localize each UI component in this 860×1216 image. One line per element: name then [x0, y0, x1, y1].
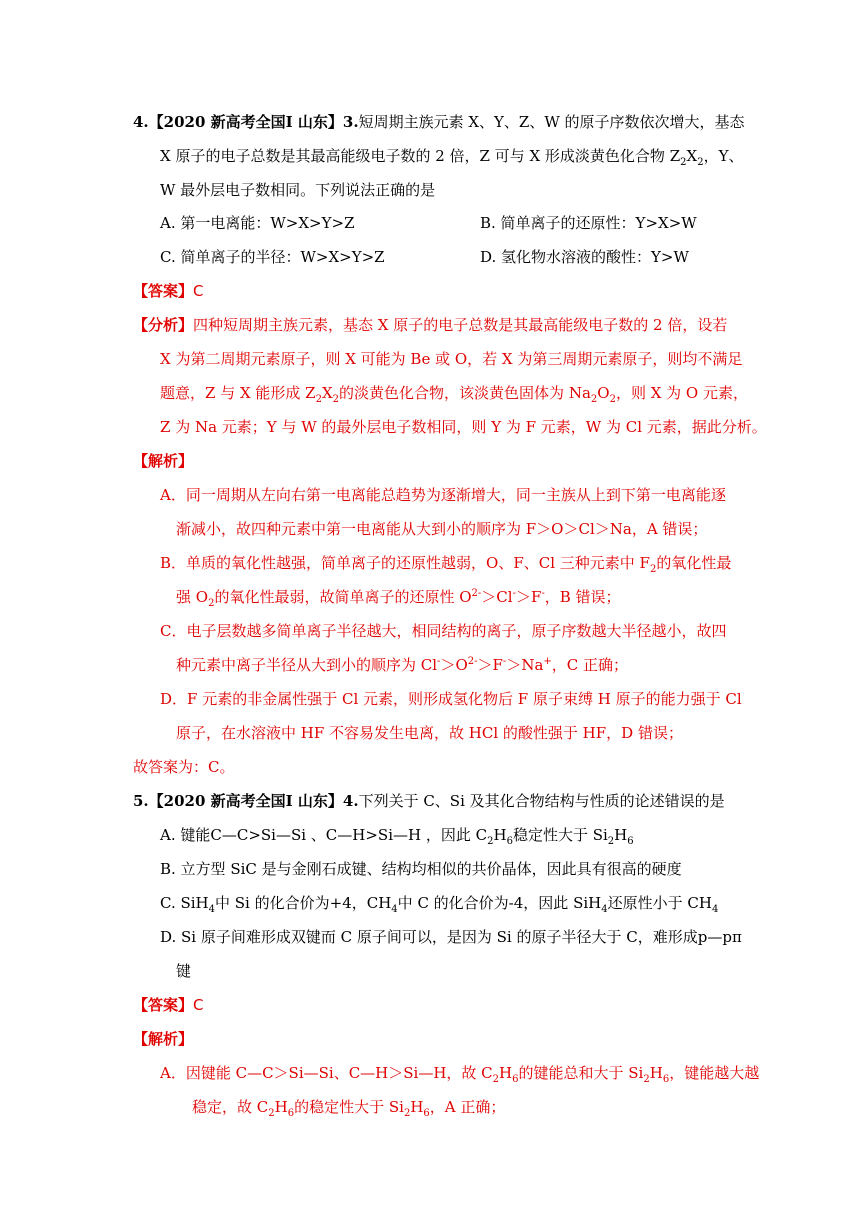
- option-text: H: [493, 826, 507, 844]
- q5-option-d-line-1: D. Si 原子间难形成双键而 C 原子间可以，是因为 Si 的原子半径大于 C，难形成p—pπ: [160, 928, 742, 946]
- q4-explain-d-line-2: 原子，在水溶液中 HF 不容易发生电离，故 HCl 的酸性强于 HF，D 错误；: [176, 724, 683, 742]
- subscript: 2: [332, 394, 340, 405]
- superscript: +: [543, 656, 552, 667]
- q4-explain-c-line-1: C．电子层数越多简单离子半径越大，相同结构的离子，原子序数越大半径越小，故四: [160, 622, 727, 640]
- q4-stem-text-2c: ，Y、: [703, 147, 744, 165]
- subscript: 2: [649, 564, 657, 575]
- subscript: 6: [423, 1108, 430, 1119]
- q5-source-tag: 【2020 新高考全国Ⅰ 山东】: [148, 792, 343, 810]
- analysis-text: 题意，Z 与 X 能形成 Z: [160, 384, 316, 402]
- explain-text: 种元素中离子半径从大到小的顺序为 Cl: [176, 656, 438, 674]
- superscript: -: [437, 656, 441, 667]
- explain-text: ＞Na: [506, 656, 544, 674]
- explain-text: 的键能总和大于 Si: [518, 1064, 644, 1082]
- q4-analysis-line-1: [133, 315, 727, 335]
- q4-explain-b-line-1: [160, 553, 731, 573]
- analysis-text: X: [321, 384, 333, 402]
- explain-text: ，A 正确；: [429, 1098, 506, 1116]
- q5-option-a: [160, 825, 634, 845]
- subscript: 2: [643, 1074, 650, 1085]
- explain-text: ，C 正确；: [551, 656, 629, 674]
- q5-stem-text: 下列关于 C、Si 及其化合物结构与性质的论述错误的是: [358, 792, 725, 810]
- q4-stem-text-2a: X 原子的电子总数是其最高能级电子数的 2 倍，Z 可与 X 形成淡黄色化合物 Z: [160, 147, 681, 165]
- superscript: -: [541, 588, 545, 599]
- q4-number: 4.: [133, 113, 149, 131]
- q4-analysis-line-2: X 为第二周期元素原子，则 X 可能为 Be 或 O，若 X 为第三周期元素原子，则均不满足: [160, 350, 743, 368]
- option-text: H: [614, 826, 628, 844]
- q4-sub-number: 3.: [342, 113, 359, 131]
- q5-explain-a-line-1: [160, 1063, 759, 1083]
- subscript: 4: [711, 904, 719, 915]
- subscript: 6: [287, 1108, 295, 1119]
- q5-stem: [133, 791, 725, 811]
- subscript: 6: [662, 1074, 670, 1085]
- answer-label: 【答案】: [133, 996, 194, 1014]
- q4-explain-c-line-2: [176, 655, 628, 675]
- q4-explain-label: 【解析】: [133, 452, 194, 470]
- option-text: 还原性小于 CH: [607, 894, 712, 912]
- q4-stem-text-2b: X: [686, 147, 698, 165]
- explain-text: ＞F: [477, 656, 503, 674]
- q5-option-d-line-2: 键: [176, 962, 192, 980]
- option-text: 稳定性大于 Si: [512, 826, 608, 844]
- explain-text: H: [410, 1098, 424, 1116]
- explain-text: 的氧化性最: [656, 554, 732, 572]
- q4-stem-line-1: [133, 112, 745, 132]
- answer-label: 【答案】: [133, 282, 194, 300]
- q4-explain-a-line-2: 渐减小，故四种元素中第一电离能从大到小的顺序为 F＞O＞Cl＞Na，A 错误；: [176, 520, 708, 538]
- subscript: 2: [403, 1108, 411, 1119]
- explain-text: ，B 错误；: [544, 588, 621, 606]
- q4-option-d: D. 氢化物水溶液的酸性：Y>W: [480, 248, 689, 266]
- explain-text: ，键能越大越: [669, 1064, 760, 1082]
- q4-explain-b-line-2: [176, 587, 621, 607]
- q5-number: 5.: [133, 792, 149, 810]
- subscript: 2: [492, 1074, 500, 1085]
- q4-stem-text-1: 短周期主族元素 X、Y、Z、W 的原子序数依次增大，基态: [358, 113, 745, 131]
- explain-text: 强 O: [176, 588, 209, 606]
- subscript: 2: [609, 394, 616, 405]
- subscript: 2: [315, 394, 322, 405]
- q4-option-c: C. 简单离子的半径：W>X>Y>Z: [160, 248, 385, 266]
- answer-value: C: [193, 996, 204, 1014]
- explain-text: A．因键能 C—C＞Si—Si、C—H＞Si—H，故 C: [160, 1064, 493, 1082]
- subscript: 2: [590, 394, 598, 405]
- option-text: C. SiH: [160, 894, 209, 912]
- q4-source-tag: 【2020 新高考全国Ⅰ 山东】: [148, 113, 343, 131]
- explain-text: H: [499, 1064, 513, 1082]
- explain-text: ＞O: [440, 656, 468, 674]
- subscript: 2: [607, 836, 615, 847]
- subscript: 2: [697, 157, 704, 168]
- analysis-label: 【分析】: [133, 316, 194, 334]
- explain-text: 的稳定性大于 Si: [294, 1098, 404, 1116]
- explain-text: H: [274, 1098, 288, 1116]
- explain-text: H: [649, 1064, 663, 1082]
- q4-option-b: B. 简单离子的还原性：Y>X>W: [480, 214, 697, 232]
- q4-option-a: A. 第一电离能：W>X>Y>Z: [160, 214, 355, 232]
- q4-conclusion: 故答案为：C。: [133, 758, 235, 776]
- q5-option-c: [160, 893, 718, 913]
- subscript: 6: [506, 836, 513, 847]
- q4-answer: [133, 281, 204, 301]
- analysis-text: O: [597, 384, 610, 402]
- option-text: 中 Si 的化合价为+4，CH: [215, 894, 392, 912]
- answer-value: C: [193, 282, 204, 300]
- subscript: 4: [391, 904, 398, 915]
- q5-answer: [133, 995, 204, 1015]
- explain-text: ＞F: [515, 588, 542, 606]
- q4-analysis-line-3: [160, 383, 748, 403]
- superscript: -: [512, 588, 516, 599]
- q4-analysis-line-4: Z 为 Na 元素；Y 与 W 的最外层电子数相同，则 Y 为 F 元素，W 为 Cl 元素，据此分析。: [160, 418, 767, 436]
- subscript: 2: [268, 1108, 275, 1119]
- subscript: 6: [512, 1074, 519, 1085]
- subscript: 6: [627, 836, 634, 847]
- explain-text: ＞Cl: [481, 588, 513, 606]
- q4-explain-d-line-1: D．F 元素的非金属性强于 Cl 元素，则形成氢化物后 F 原子束缚 H 原子的能力强于 Cl: [160, 690, 742, 708]
- q5-option-b: B. 立方型 SiC 是与金刚石成键、结构均相似的共价晶体，因此具有很高的硬度: [160, 860, 682, 878]
- explain-text: 的氧化性最弱，故简单离子的还原性 O: [214, 588, 472, 606]
- analysis-text: 四种短周期主族元素，基态 X 原子的电子总数是其最高能级电子数的 2 倍，设若: [193, 316, 728, 334]
- analysis-text: ，则 X 为 O 元素，: [615, 384, 749, 402]
- subscript: 4: [601, 904, 608, 915]
- option-text: A. 键能C—C>Si—Si 、C—H>Si—H ，因此 C: [160, 826, 488, 844]
- explain-text: 稳定，故 C: [192, 1098, 269, 1116]
- q4-explain-a-line-1: A．同一周期从左向右第一电离能总趋势为逐渐增大，同一主族从上到下第一电离能逐: [160, 486, 726, 504]
- q4-stem-line-3: W 最外层电子数相同。下列说法正确的是: [160, 181, 436, 199]
- superscript: 2-: [467, 656, 478, 667]
- analysis-text: 的淡黄色化合物，该淡黄色固体为 Na: [339, 384, 591, 402]
- subscript: 4: [208, 904, 216, 915]
- q5-explain-a-line-2: [192, 1097, 505, 1117]
- q5-explain-label: 【解析】: [133, 1030, 194, 1048]
- superscript: -: [502, 656, 507, 667]
- subscript: 2: [487, 836, 494, 847]
- option-text: 中 C 的化合价为-4，因此 SiH: [397, 894, 602, 912]
- q5-sub-number: 4.: [342, 792, 359, 810]
- explain-text: B．单质的氧化性越强，简单离子的还原性越弱，O、F、Cl 三种元素中 F: [160, 554, 650, 572]
- subscript: 2: [680, 157, 687, 168]
- superscript: 2-: [471, 588, 482, 599]
- q4-stem-line-2: [160, 146, 743, 166]
- subscript: 2: [208, 598, 215, 609]
